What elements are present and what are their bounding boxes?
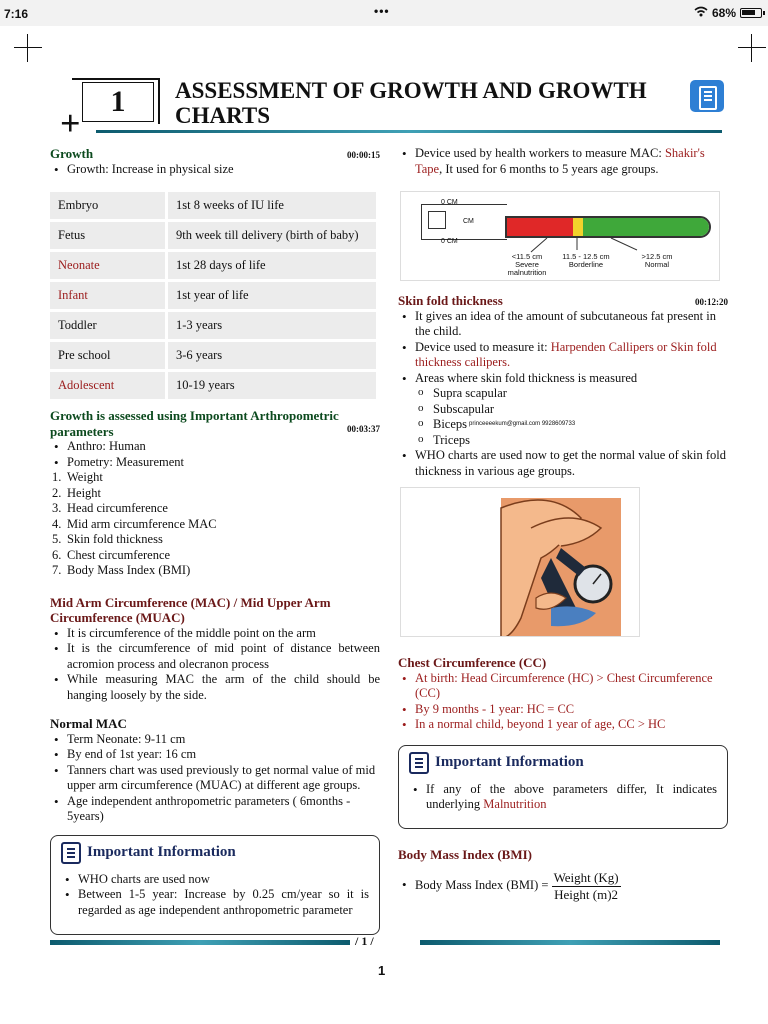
period-cell: 1st year of life <box>168 282 376 309</box>
notes-app-icon[interactable] <box>690 80 724 112</box>
parameter-number: 4. <box>52 516 62 531</box>
anthro-parameters <box>50 470 380 579</box>
table-row <box>50 222 376 249</box>
shakirs-tape-highlight: Shakir's Tape <box>415 146 705 176</box>
crop-mark-right <box>738 34 766 62</box>
timestamp[interactable]: 00:00:15 <box>347 150 380 160</box>
parameter-text: Chest circumference <box>67 547 171 562</box>
skin-fold-heading-text: Skin fold thickness <box>398 293 503 308</box>
stage-cell: Fetus <box>50 222 168 249</box>
clipboard-icon <box>409 752 429 774</box>
period-cell: 3-6 years <box>168 342 376 369</box>
crop-mark-left <box>14 34 42 62</box>
chapter-number: 1 <box>82 82 154 122</box>
parameter-text: Skin fold thickness <box>67 532 163 546</box>
page-number: 1 <box>378 963 386 978</box>
list-item <box>398 340 728 371</box>
list-item: • Between 1-5 year: Increase by 0.25 cm/year so it is regarded as age independent anthropometric parameter <box>61 887 369 918</box>
list-item: • While measuring MAC the arm of the child should be hanging loosely by the side. <box>50 672 380 703</box>
callipers-text: Device used to measure it: <box>415 339 551 354</box>
status-time: 7:16 <box>4 7 29 21</box>
footer-rule-left <box>50 940 350 945</box>
stage-cell: Embryo <box>50 192 168 219</box>
list-item <box>409 782 717 813</box>
parameter-number: 7. <box>52 563 62 577</box>
list-item <box>418 417 728 433</box>
parameter-item <box>50 486 380 502</box>
period-cell: 1-3 years <box>168 312 376 339</box>
chest-heading: Chest Circumference (CC) <box>398 655 547 670</box>
list-item: • By 9 months - 1 year: HC = CC <box>398 702 728 718</box>
device-text: Device used by health workers to measure MAC: <box>415 146 665 160</box>
list-item <box>418 402 728 418</box>
parameter-text: Body Mass Index (BMI) <box>67 563 191 577</box>
title-rule <box>96 130 722 133</box>
status-right <box>694 6 762 20</box>
list-item: • Tanners chart was used previously to get normal value of mid upper arm circumference (MUAC) at different age groups. <box>50 763 380 794</box>
parameter-number: 5. <box>52 532 62 546</box>
parameter-text: Mid arm circumference MAC <box>67 516 217 531</box>
left-column <box>50 146 380 935</box>
important-info-box-right <box>398 745 728 829</box>
stage-cell: Adolescent <box>50 372 168 399</box>
chapter-title-line1: ASSESSMENT OF GROWTH AND GROWTH <box>175 78 647 103</box>
list-item: • It is circumference of the middle point on the arm <box>50 626 380 642</box>
tape-label-bottom: 0 CM <box>441 238 458 245</box>
anthro-heading <box>50 408 380 439</box>
info-left-bullets <box>61 872 369 919</box>
parameter-text: Head circumference <box>67 501 168 515</box>
list-item: • It is the circumference of mid point of distance between acromion process and olecranon process <box>50 641 380 672</box>
footer-rule-right <box>420 940 720 945</box>
normal-label: >12.5 cm Normal <box>641 252 673 269</box>
stage-cell: Toddler <box>50 312 168 339</box>
chest-bullets <box>398 671 728 733</box>
list-item: • WHO charts are used now to get the normal value of skin fold thickness in various age groups. <box>398 448 728 479</box>
list-item: • Age independent anthropometric parameters ( 6months - 5years) <box>50 794 380 825</box>
list-item <box>418 386 728 402</box>
wifi-icon <box>694 6 708 20</box>
device-bullet <box>398 146 728 177</box>
bmi-numerator: Weight (Kg) <box>553 869 619 885</box>
table-row <box>50 282 376 309</box>
parameter-item <box>50 501 380 517</box>
bmi-denominator: Height (m)2 <box>554 886 619 902</box>
area-text: Triceps <box>433 432 471 447</box>
chapter-title <box>175 78 695 128</box>
list-item: • Anthro: Human <box>50 439 380 455</box>
list-item: • Areas where skin fold thickness is measured <box>398 371 728 387</box>
area-text: Subscapular <box>433 401 495 416</box>
growth-heading <box>50 146 380 162</box>
bmi-formula <box>398 868 728 903</box>
period-cell: 1st 8 weeks of IU life <box>168 192 376 219</box>
info-title <box>409 752 717 774</box>
bmi-fraction <box>552 870 621 903</box>
parameter-text: Height <box>67 485 102 500</box>
stage-cell: Neonate <box>50 252 168 279</box>
list-item: • Pometry: Measurement <box>50 455 380 471</box>
parameter-item <box>50 563 380 579</box>
list-item: • In a normal child, beyond 1 year of age, CC > HC <box>398 717 728 733</box>
table-row <box>50 312 376 339</box>
battery-percent: 68% <box>711 6 736 20</box>
clipboard-icon <box>61 842 81 864</box>
skin-fold-heading <box>398 293 728 309</box>
list-item: • Term Neonate: 9-11 cm <box>50 732 380 748</box>
normal-mac-bullets <box>50 732 380 825</box>
timestamp[interactable]: 00:12:20 <box>695 297 728 307</box>
more-menu-icon[interactable]: ••• <box>374 4 390 18</box>
list-item: • Growth: Increase in physical size <box>50 162 380 178</box>
period-cell: 10-19 years <box>168 372 376 399</box>
tape-label-top: 0 CM <box>441 199 458 206</box>
borderline-label: 11.5 - 12.5 cm Borderline <box>562 252 610 269</box>
anthro-heading-text: Growth is assessed using Important Arthropometric parameters <box>50 408 339 439</box>
right-column <box>398 146 728 903</box>
table-row <box>50 192 376 219</box>
area-text: Supra scapular <box>433 386 507 400</box>
shakirs-tape-diagram <box>400 191 720 281</box>
plus-icon: + <box>60 103 81 143</box>
important-info-box-left <box>50 835 380 935</box>
info-right-text: If any of the above parameters differ, It indicates underlying <box>426 781 717 811</box>
bmi-heading: Body Mass Index (BMI) <box>398 846 532 862</box>
mac-bullets <box>50 626 380 704</box>
parameter-number: 6. <box>52 547 62 562</box>
parameter-number: 3. <box>52 501 62 515</box>
list-item: • It gives an idea of the amount of subcutaneous fat present in the child. <box>398 309 728 340</box>
stage-cell: Pre school <box>50 342 168 369</box>
list-item: • WHO charts are used now <box>61 872 369 888</box>
list-item: • By end of 1st year: 16 cm <box>50 747 380 763</box>
skin-fold-calliper-illustration <box>400 487 640 637</box>
period-cell: 9th week till delivery (birth of baby) <box>168 222 376 249</box>
battery-icon <box>740 8 762 18</box>
timestamp[interactable]: 00:03:37 <box>347 423 380 434</box>
footer-page-marker: / 1 / <box>355 934 374 948</box>
status-bar <box>0 0 768 26</box>
contact-watermark: princeeeekum@gmail.com 9928609733 <box>469 421 576 427</box>
anthro-bullets <box>50 439 380 470</box>
table-row <box>50 342 376 369</box>
growth-heading-text: Growth <box>50 146 94 161</box>
parameter-item <box>50 470 380 486</box>
parameter-item <box>50 532 380 548</box>
parameter-number: 2. <box>52 485 62 500</box>
parameter-item <box>50 517 380 533</box>
skin-fold-areas <box>418 386 728 448</box>
info-title-text: Important Information <box>87 843 236 860</box>
list-item: • At birth: Head Circumference (HC) > Chest Circumference (CC) <box>398 671 728 702</box>
area-text: Biceps <box>433 417 468 431</box>
period-cell: 1st 28 days of life <box>168 252 376 279</box>
parameter-text: Weight <box>67 470 103 484</box>
device-text-2: , It used for 6 months to 5 years age groups. <box>439 161 659 176</box>
callipers-highlight: Harpenden Callipers or Skin fold thickness callipers. <box>415 339 717 369</box>
bmi-label: Body Mass Index (BMI) = <box>415 878 549 892</box>
chapter-title-line2: CHARTS <box>175 103 271 128</box>
parameter-item <box>50 548 380 564</box>
info-title <box>61 842 369 864</box>
severe-label: <11.5 cm Severe malnutrition <box>507 252 547 277</box>
malnutrition-highlight: Malnutrition <box>483 797 547 811</box>
normal-mac-heading: Normal MAC <box>50 716 127 731</box>
mac-heading: Mid Arm Circumference (MAC) / Mid Upper Arm Circumference (MUAC) <box>50 594 331 625</box>
table-row <box>50 252 376 279</box>
growth-stages-table <box>50 189 376 402</box>
tape-label-cm: CM <box>463 218 474 225</box>
list-item <box>418 433 728 449</box>
stage-cell: Infant <box>50 282 168 309</box>
parameter-number: 1. <box>52 470 62 484</box>
table-row <box>50 372 376 399</box>
info-title-text: Important Information <box>435 753 584 770</box>
